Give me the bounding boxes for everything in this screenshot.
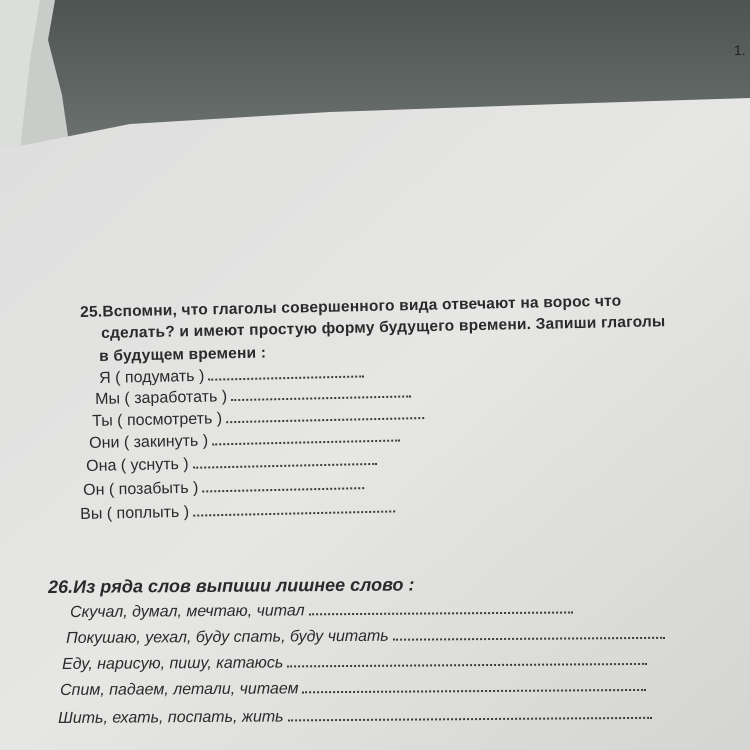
task-25-number: 25. [80, 303, 103, 321]
answer-blank[interactable] [288, 715, 652, 722]
answer-blank[interactable] [303, 687, 647, 693]
answer-blank[interactable] [193, 508, 395, 516]
task-25-item: Она ( уснуть ) [86, 451, 377, 477]
answer-blank[interactable] [202, 485, 364, 492]
answer-blank[interactable] [393, 635, 665, 641]
task-25-heading-line-1: 25.Вспомни, что глаголы совершенного вида отвечают на ворос что [80, 292, 622, 321]
answer-blank[interactable] [309, 609, 573, 615]
task-25-item: Ты ( посмотреть ) [92, 405, 424, 432]
task-26-item: Спим, падаем, летали, читаем [60, 677, 647, 701]
task-26-heading: 26.Из ряда слов выпиши лишнее слово : [48, 574, 415, 597]
answer-blank[interactable] [226, 415, 424, 423]
page-mark: 1. [734, 42, 746, 58]
task-25-item: Они ( закинуть ) [89, 427, 400, 454]
task-26-item: Покушаю, уехал, буду спать, буду читать [66, 625, 665, 649]
task-25-heading-line-3: в будущем времени : [99, 344, 267, 365]
answer-blank[interactable] [193, 461, 377, 469]
answer-blank[interactable] [231, 393, 411, 401]
answer-blank[interactable] [212, 437, 400, 445]
task-26-number: 26. [48, 576, 74, 597]
task-26-item: Еду, нарисую, пишу, катаюсь [62, 651, 647, 675]
task-25-item: Я ( подумать ) [99, 363, 364, 389]
answer-blank[interactable] [287, 661, 647, 668]
task-25-item: Вы ( поплыть ) [80, 498, 395, 525]
task-25-item: Он ( позабыть ) [83, 475, 365, 501]
task-26-item: Скучал, думал, мечтаю, читал [70, 599, 573, 623]
task-25-item: Мы ( заработать ) [95, 383, 411, 410]
answer-blank[interactable] [208, 373, 364, 380]
task-26-item: Шить, ехать, поспать, жить [58, 705, 652, 729]
task-25-heading-line-2: сделать? и имеют простую форму будущего времени. Запиши глаголы [101, 313, 666, 342]
